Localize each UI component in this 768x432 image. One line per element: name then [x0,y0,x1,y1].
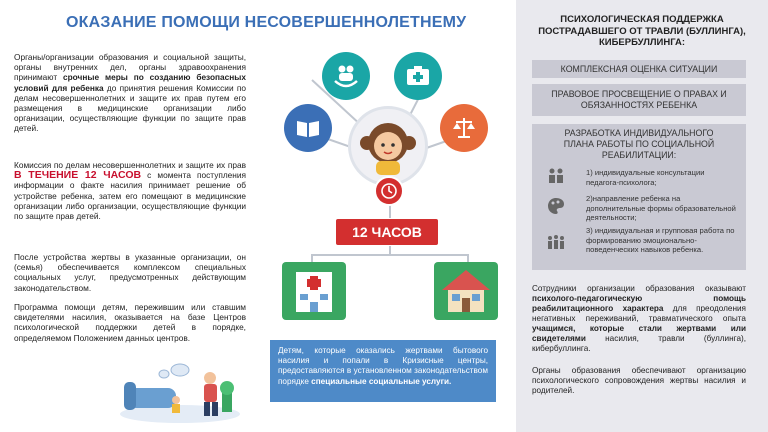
education-book-icon [284,104,332,152]
clock-icon [374,176,404,206]
staff-mid: для преодоления негативных переживаний, травматического опыта [532,304,746,323]
para2-tail: с момента поступления информации о факте насилия принимает решение об устройстве ребенка, затем его помещают в медицинские организации либо организации, осуществляющие функции по защите прав детей. [14,170,246,222]
staff-tail: насилия, травли (буллинга), кибербуллинга. [532,334,746,353]
crisis-box-bold: специальные социальные услуги. [311,376,452,386]
palette-icon [546,196,566,216]
staff-bold-victims: учащимся, которые стали жертвами или свидетелями [532,324,746,343]
para1-text: Органы/организации образования и социальной защиты, органы внутренних дел, органы здравоохранения принимают [14,52,246,83]
group-work-icon [546,232,566,252]
rehab-item-1: 1) индивидуальные консультации педагога-психолога; [586,168,705,187]
para2-text: Комиссия по делам несовершеннолетних и защите их прав [14,160,246,170]
rehab-item-3: 3) индивидуальная и групповая работа по формированию эмоционально-поведенческих навыков ребенка. [586,226,735,254]
therapy-illustration [118,362,242,424]
page-title: ОКАЗАНИЕ ПОМОЩИ НЕСОВЕРШЕННОЛЕТНЕМУ [66,14,467,31]
support-title: ПСИХОЛОГИЧЕСКАЯ ПОДДЕРЖКА ПОСТРАДАВШЕГО ОТ ТРАВЛИ (БУЛЛИНГА), КИБЕРБУЛЛИНГА: [538,14,746,48]
home-icon [434,262,498,320]
staff-help-paragraph [532,284,746,354]
paragraph-social-services: После устройства жертвы в указанные организации, он (семья) обеспечивается комплексом специальных социальных услуг, предусмотренных действующим законодательством. [14,252,246,293]
crisis-box-text: Детям, которые оказались жертвами бытового насилия и попали в Кризисные центры, предоставляются в установленном законодательством порядке [278,346,488,386]
paragraph-urgent-measures [14,52,246,134]
twelve-hours-highlight: В ТЕЧЕНИЕ 12 ЧАСОВ [14,169,142,182]
crisis-center-box [270,340,496,402]
law-scales-icon [440,104,488,152]
rehab-item-2: 2)направление ребенка на дополнительные формы образовательной деятельности; [586,194,736,222]
twelve-hours-badge: 12 ЧАСОВ [336,219,438,245]
education-bodies-paragraph: Органы образования обеспечивают организацию психологического сопровождения жертвы насилия и родителей. [532,366,746,395]
paragraph-program: Программа помощи детям, пережившим или ставшим свидетелями насилия, оказывается на базе Центров психологической поддержки детей в порядке, определяемом Положением данных центров. [14,302,246,343]
family-care-icon [322,52,370,100]
rehab-plan-title: РАЗРАБОТКА ИНДИВИДУАЛЬНОГО ПЛАНА РАБОТЫ ПО СОЦИАЛЬНОЙ РЕАБИЛИТАЦИИ: [563,128,715,160]
hospital-icon [282,262,346,320]
first-aid-icon [394,52,442,100]
para1-bold: срочные меры по созданию безопасных условий для ребенка [14,72,246,93]
paragraph-commission [14,160,246,221]
para1-tail: до принятия решения Комиссии по делам несовершеннолетних и защите их прав путем его размещения в медицинские организации либо организации, осуществляющие функции по защите прав детей. [14,82,246,134]
child-avatar [348,106,428,186]
consultation-icon [546,166,566,186]
box-situation-assessment: КОМПЛЕКСНАЯ ОЦЕНКА СИТУАЦИИ [532,60,746,78]
box-legal-education: ПРАВОВОЕ ПРОСВЕЩЕНИЕ О ПРАВАХ И ОБЯЗАННОСТЯХ РЕБЕНКА [532,84,746,116]
staff-bold-help: психолого-педагогическую помощь реабилитационного характера [532,294,746,313]
staff-text: Сотрудники организации образования оказывают [532,284,746,293]
